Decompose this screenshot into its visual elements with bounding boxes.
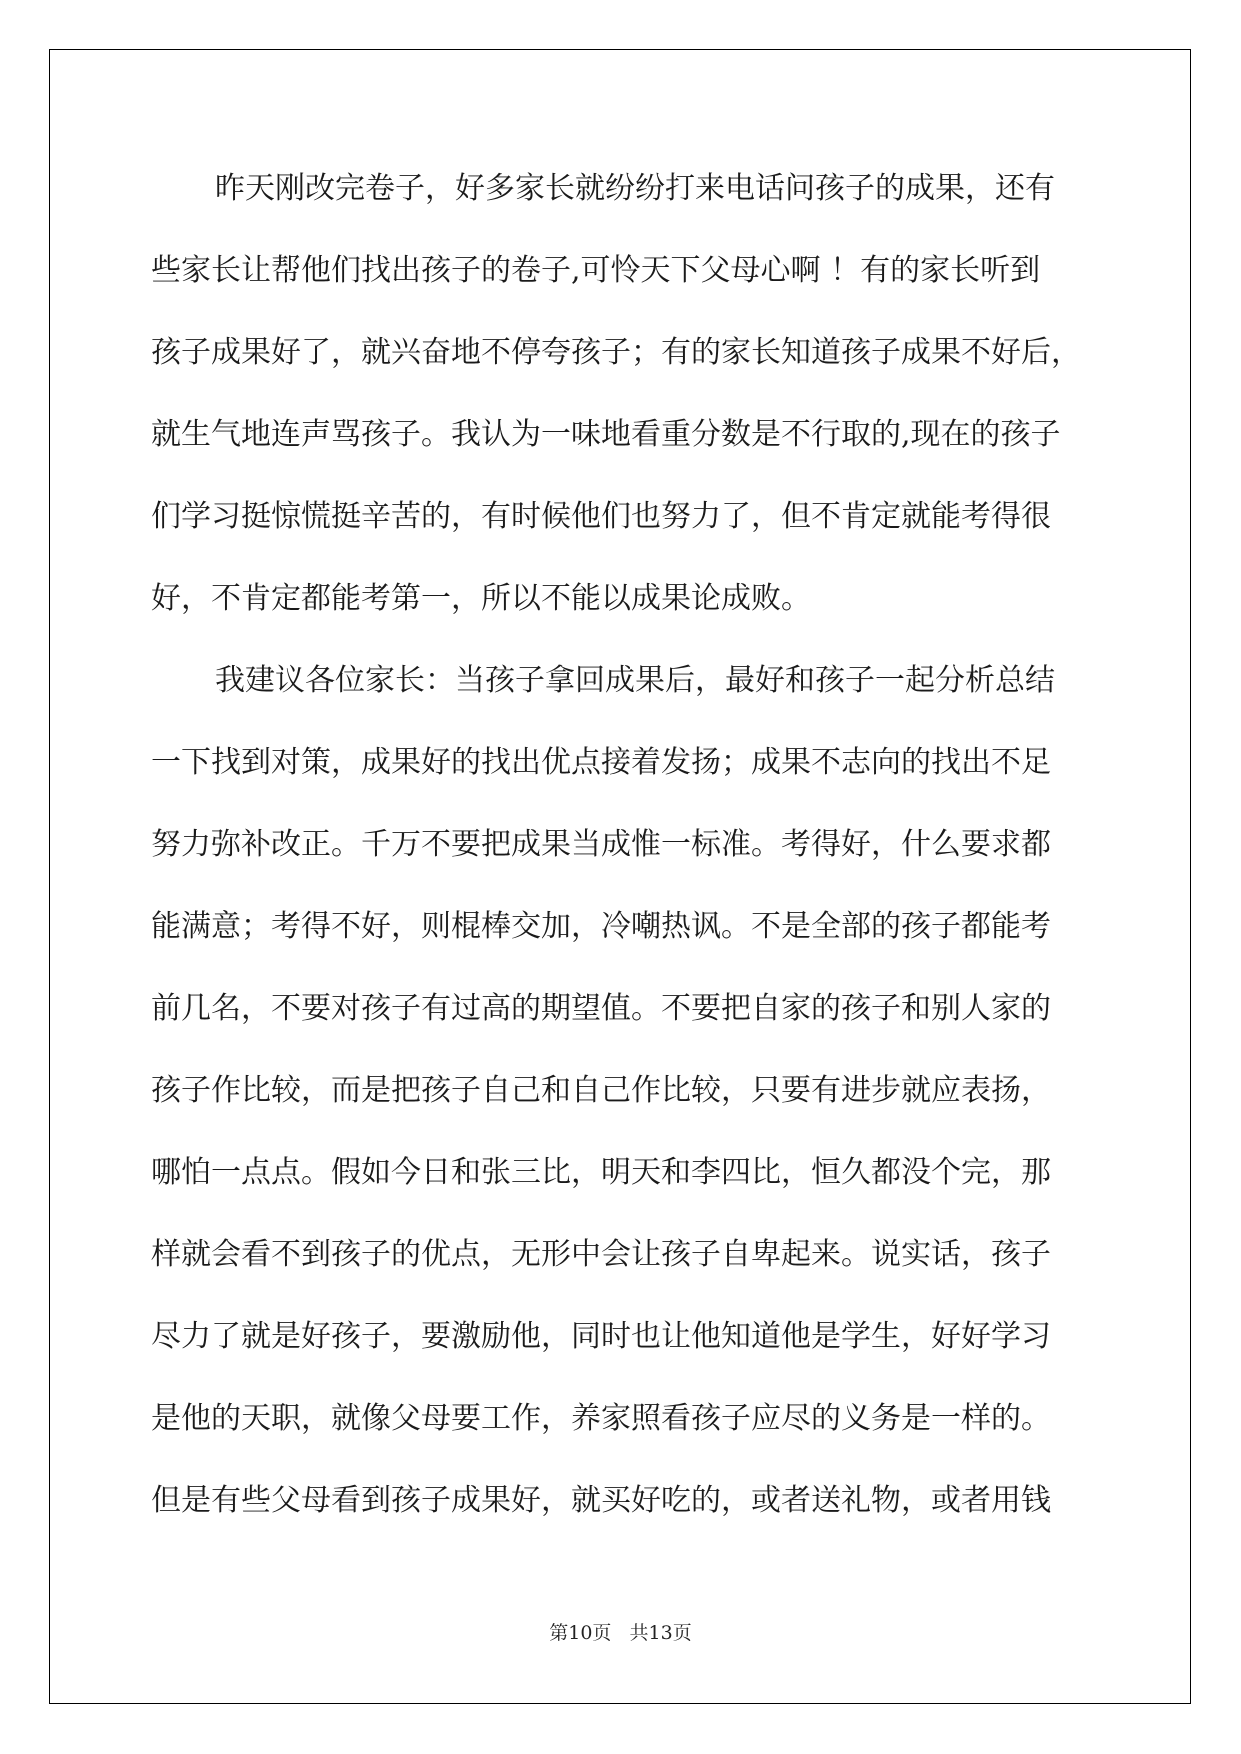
paragraph-2-line-9: 尽力了就是好孩子，要激励他，同时也让他知道他是学生，好好学习 — [151, 1319, 1051, 1354]
paragraph-2-line-3: 努力弥补改正。千万不要把成果当成惟一标准。考得好，什么要求都 — [151, 827, 1051, 862]
paragraph-1-line-2: 些家长让帮他们找出孩子的卷子,可怜天下父母心啊 ！有的家长听到 — [151, 253, 1041, 288]
paragraph-1-line-5: 们学习挺惊慌挺辛苦的，有时候他们也努力了，但不肯定就能考得很 — [151, 499, 1051, 534]
paragraph-2-line-11: 但是有些父母看到孩子成果好，就买好吃的，或者送礼物，或者用钱 — [151, 1483, 1051, 1518]
paragraph-2-line-8: 样就会看不到孩子的优点，无形中会让孩子自卑起来。说实话，孩子 — [151, 1237, 1051, 1272]
paragraph-2-line-10: 是他的天职，就像父母要工作，养家照看孩子应尽的义务是一样的。 — [151, 1401, 1051, 1436]
paragraph-1-line-6: 好，不肯定都能考第一，所以不能以成果论成败。 — [151, 581, 811, 616]
paragraph-2-line-4: 能满意；考得不好，则棍棒交加，冷嘲热讽。不是全部的孩子都能考 — [151, 909, 1051, 944]
document-body — [151, 148, 1091, 1542]
paragraph-2-line-1: 我建议各位家长：当孩子拿回成果后，最好和孩子一起分析总结 — [215, 663, 1055, 698]
paragraph-2-line-6: 孩子作比较，而是把孩子自己和自己作比较，只要有进步就应表扬， — [151, 1073, 1051, 1108]
paragraph-1-line-3: 孩子成果好了，就兴奋地不停夸孩子；有的家长知道孩子成果不好后， — [151, 335, 1081, 370]
page-number-footer: 第10页 共13页 — [549, 1622, 692, 1644]
paragraph-2-line-2: 一下找到对策，成果好的找出优点接着发扬；成果不志向的找出不足 — [151, 745, 1051, 780]
paragraph-2-line-5: 前几名，不要对孩子有过高的期望值。不要把自家的孩子和别人家的 — [151, 991, 1051, 1026]
paragraph-1-line-1: 昨天刚改完卷子，好多家长就纷纷打来电话问孩子的成果，还有 — [215, 171, 1055, 206]
paragraph-2-line-7: 哪怕一点点。假如今日和张三比，明天和李四比，恒久都没个完，那 — [151, 1155, 1051, 1190]
paragraph-1-line-4: 就生气地连声骂孩子。我认为一味地看重分数是不行取的,现在的孩子 — [151, 417, 1061, 452]
